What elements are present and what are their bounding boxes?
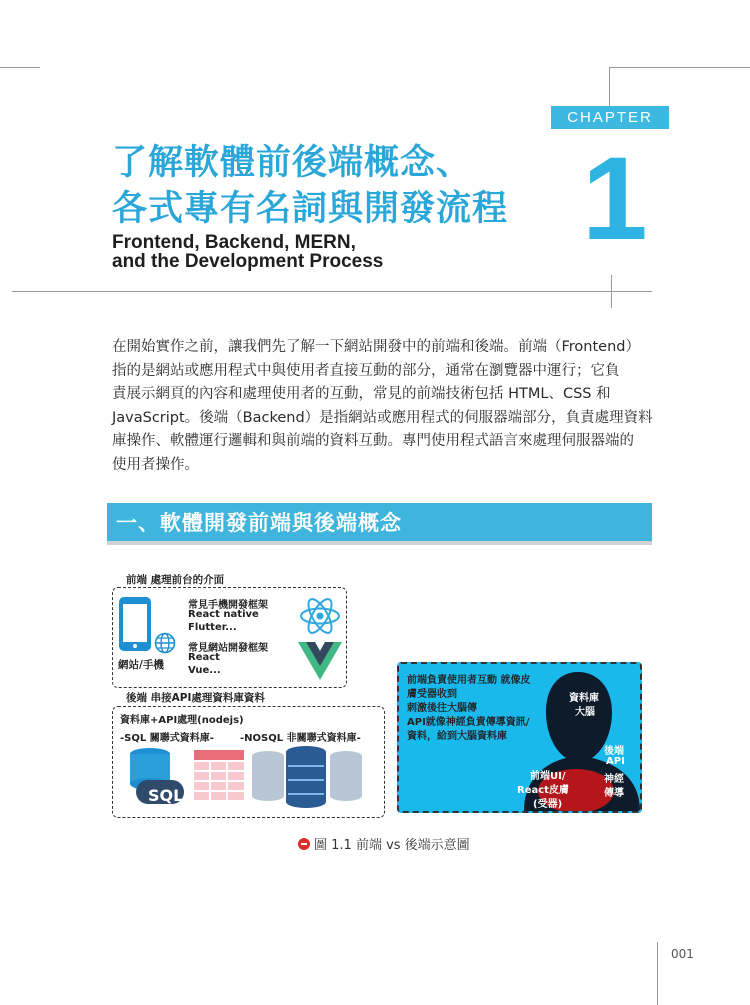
top-right-vertical <box>609 67 610 107</box>
sql-badge: SQL <box>148 786 184 805</box>
brain-label: 資料庫 <box>569 693 599 704</box>
web-framework-item: React <box>188 652 220 663</box>
mobile-framework-item: React native <box>188 609 259 620</box>
chapter-subtitle-line1: Frontend, Backend, MERN, <box>112 232 356 253</box>
globe-icon <box>154 632 176 654</box>
top-left-rule <box>0 67 40 68</box>
chapter-title-line1: 了解軟體前後端概念、 <box>112 143 473 183</box>
intro-line: JavaScript。後端（Backend）是指網站或應用程式的伺服器端部分，負責處理資料 <box>112 409 653 426</box>
intro-paragraph <box>112 336 657 477</box>
api-label: 後端 <box>604 746 624 757</box>
panel-text-line: 膚受器收到 <box>407 689 457 700</box>
skin-label: React皮膚 <box>517 785 569 796</box>
react-logo-icon <box>298 596 342 636</box>
figure-caption-text: 圖 1.1 前端 vs 後端示意圖 <box>314 838 470 853</box>
skin-label: (受器) <box>533 799 563 810</box>
skin-label: 前端UI/ <box>530 771 566 782</box>
web-framework-item: Vue... <box>188 665 221 676</box>
intro-line: 庫操作、軟體運行邏輯和與前端的資料互動。專門使用程式語言來處理伺服器端的 <box>112 433 634 449</box>
panel-text-line: 資料，給到大腦資料庫 <box>407 731 507 742</box>
web-frameworks-title: 常見網站開發框架 <box>188 643 268 654</box>
backend-db-api: 資料庫+API處理(nodejs) <box>120 715 244 726</box>
intro-line: 指的是網站或應用程式中與使用者直接互動的部分，通常在瀏覽器中運行；它負 <box>112 362 620 379</box>
mobile-framework-item: Flutter... <box>188 622 237 633</box>
page-number: 001 <box>671 947 694 961</box>
api-label: API <box>606 756 625 767</box>
nosql-server-icon <box>248 744 368 812</box>
brain-label: 大腦 <box>575 707 595 718</box>
api-label: 神經 <box>604 774 624 785</box>
sql-label: -SQL 關聯式資料庫- <box>120 733 214 744</box>
intro-line: 責展示網頁的內容和處理使用者的互動，常見的前端技術包括 HTML、CSS 和 <box>112 386 611 402</box>
mobile-frameworks-title: 常見手機開發框架 <box>188 600 268 611</box>
analogy-panel <box>397 662 642 813</box>
footer-vertical <box>657 942 658 1005</box>
vue-logo-icon <box>298 642 342 680</box>
chapter-label: CHAPTER <box>551 106 669 129</box>
phone-icon <box>117 595 153 653</box>
backend-heading: 後端 串接API處理資料庫資料 <box>126 692 265 704</box>
table-grid-icon <box>194 750 244 808</box>
intro-line: 使用者操作。 <box>112 456 199 473</box>
section-title: 一、軟體開發前端與後端概念 <box>116 511 402 535</box>
caption-marker-icon <box>298 838 310 850</box>
frontend-heading: 前端 處理前台的介面 <box>126 574 225 586</box>
chapter-title-line2: 各式專有名詞與開發流程 <box>112 189 509 229</box>
header-bottom-rule <box>12 291 652 292</box>
api-label: 傳導 <box>604 788 624 799</box>
panel-text-line: 前端負責使用者互動 就像皮 <box>407 675 531 686</box>
panel-text-line: 刺激後往大腦傳 <box>407 703 477 714</box>
panel-text-line: API就像神經負責傳導資訊/ <box>407 717 530 728</box>
chapter-number: 1 <box>582 133 648 265</box>
device-label: 網站/手機 <box>118 659 164 671</box>
top-right-rule <box>609 67 750 68</box>
nosql-label: -NOSQL 非關聯式資料庫- <box>240 733 361 744</box>
intro-line: 在開始實作之前，讓我們先了解一下網站開發中的前端和後端。前端（Frontend） <box>112 339 640 355</box>
figure-caption <box>298 834 470 853</box>
header-bottom-vertical <box>611 275 612 308</box>
chapter-subtitle-line2: and the Development Process <box>112 251 384 272</box>
